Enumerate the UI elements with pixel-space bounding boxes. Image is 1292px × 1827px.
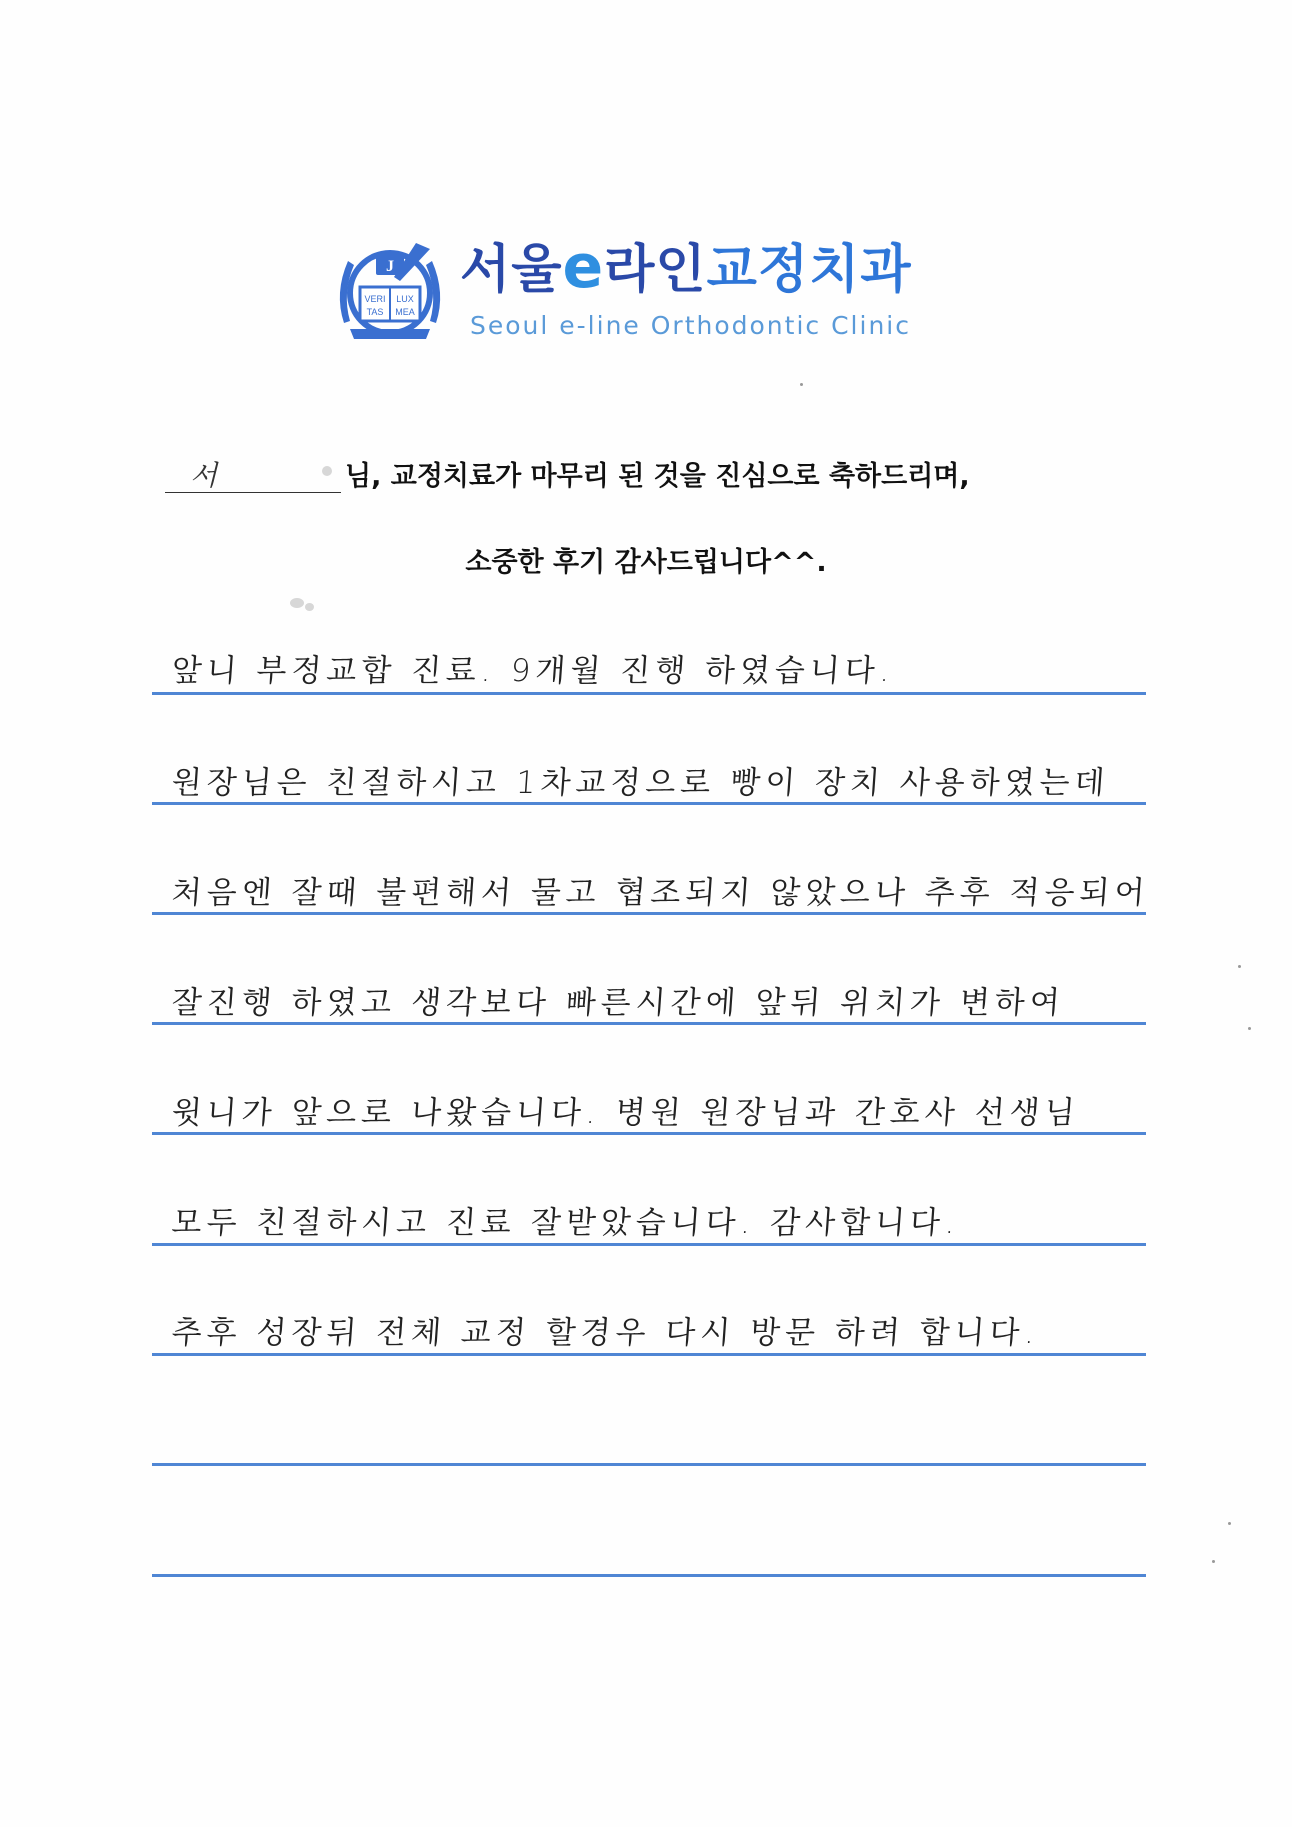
- handwritten-line: 추후 성장뒤 전체 교정 할경우 다시 방문 하려 합니다.: [170, 1315, 1041, 1351]
- seal-text: LUX: [396, 294, 414, 304]
- ruled-line: [152, 802, 1146, 805]
- ruled-line: [152, 1463, 1146, 1466]
- scan-speck: [800, 383, 803, 386]
- name-underline: [165, 492, 341, 493]
- seal-text: MEA: [395, 307, 415, 317]
- ruled-line: [152, 1353, 1146, 1356]
- scan-speck: [1238, 965, 1241, 968]
- clinic-name-english: Seoul e-line Orthodontic Clinic: [470, 311, 911, 340]
- clinic-name-part: 라인: [604, 240, 707, 300]
- scan-speck: [1212, 1560, 1215, 1563]
- ruled-line: [152, 1243, 1146, 1246]
- ruled-line: [152, 692, 1146, 695]
- handwritten-line: 윗니가 앞으로 나왔습니다. 병원 원장님과 간호사 선생님: [170, 1095, 1081, 1131]
- ruled-line: [152, 912, 1146, 915]
- greeting-line: [160, 450, 1160, 496]
- scan-speck: [1228, 1522, 1231, 1525]
- thanks-line: 소중한 후기 감사드립니다^^.: [465, 547, 827, 578]
- patient-name: 서: [190, 459, 218, 492]
- greeting-text: 님, 교정치료가 마무리 된 것을 진심으로 축하드리며,: [345, 461, 970, 492]
- handwritten-line: 잘진행 하였고 생각보다 빠른시간에 앞뒤 위치가 변하여: [170, 985, 1066, 1021]
- university-seal-icon: [330, 233, 450, 353]
- handwritten-line: 모두 친절하시고 진료 잘받았습니다. 감사합니다.: [170, 1205, 962, 1241]
- ruled-line: [152, 1132, 1146, 1135]
- scan-smudge: [290, 598, 304, 608]
- ruled-line: [152, 1022, 1146, 1025]
- svg-text:J: J: [386, 258, 394, 275]
- clinic-name-korean: [460, 232, 912, 302]
- scan-speck: [1248, 1027, 1251, 1030]
- handwritten-line: 원장님은 친절하시고 1차교정으로 빵이 장치 사용하였는데: [170, 765, 1111, 801]
- clinic-logo: [330, 233, 970, 358]
- scan-smudge: [322, 466, 332, 476]
- clinic-name-part: 교정치과: [706, 240, 912, 300]
- clinic-name-part: 서울: [460, 240, 563, 300]
- ruled-line: [152, 1574, 1146, 1577]
- clinic-name-e: e: [562, 232, 605, 302]
- seal-text: VERI: [364, 294, 386, 304]
- seal-text: TAS: [366, 307, 384, 317]
- scan-smudge: [305, 603, 314, 611]
- handwritten-line: 앞니 부정교합 진료. 9개월 진행 하였습니다.: [170, 653, 896, 689]
- handwritten-line: 처음엔 잘때 불편해서 물고 협조되지 않았으나 추후 적응되어: [170, 875, 1151, 911]
